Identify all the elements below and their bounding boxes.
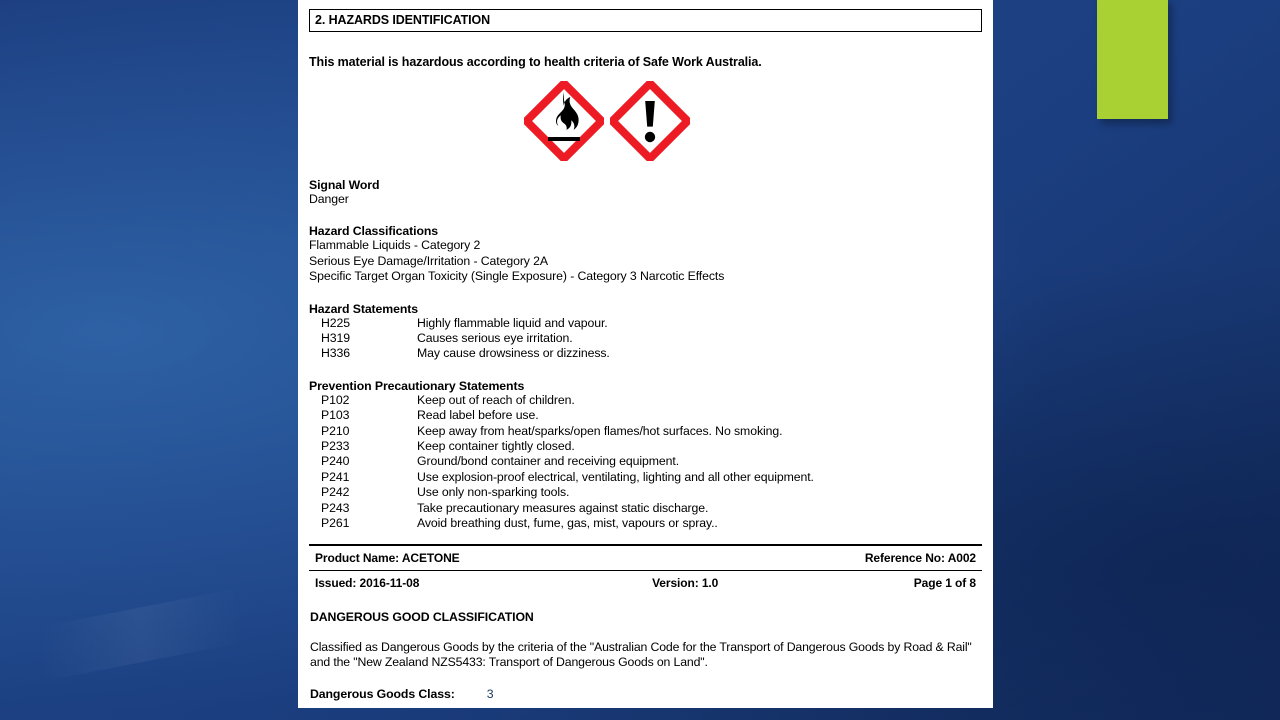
hazard-classification-item: Serious Eye Damage/Irritation - Category 2A xyxy=(309,253,549,268)
dangerous-goods-section xyxy=(309,610,982,702)
prevention-statement-row xyxy=(309,408,982,423)
footer-version: Version: 1.0 xyxy=(652,575,719,590)
prevention-statement-text: Avoid breathing dust, fume, gas, mist, vapours or spray.. xyxy=(417,516,718,531)
prevention-statement-code: P242 xyxy=(321,485,350,500)
prevention-statement-text: Read label before use. xyxy=(417,408,539,423)
prevention-statement-text: Use only non-sparking tools. xyxy=(417,485,570,500)
prevention-statement-code: P243 xyxy=(321,500,350,515)
prevention-statement-row xyxy=(309,424,982,439)
prevention-statement-code: P233 xyxy=(321,439,350,454)
prevention-statement-code: P241 xyxy=(321,469,350,484)
prevention-statement-row xyxy=(309,485,982,500)
prevention-statement-code: P103 xyxy=(321,408,350,423)
hazard-statement-text: Highly flammable liquid and vapour. xyxy=(417,315,608,330)
prevention-statement-code: P240 xyxy=(321,454,350,469)
prevention-statement-code: P210 xyxy=(321,423,350,438)
background-light-streak xyxy=(37,589,244,680)
prevention-statement-code: P102 xyxy=(321,392,350,407)
hazard-statements-block xyxy=(309,302,982,362)
hazard-statement-code: H319 xyxy=(321,331,350,346)
prevention-statement-text: Keep away from heat/sparks/open flames/hot surfaces. No smoking. xyxy=(417,423,783,438)
prevention-statements-title: Prevention Precautionary Statements xyxy=(309,378,525,393)
hazard-statement-row xyxy=(309,316,982,331)
prevention-statement-code: P261 xyxy=(321,516,350,531)
prevention-statement-row xyxy=(309,393,982,408)
prevention-statement-row xyxy=(309,454,982,469)
hazard-statement-code: H225 xyxy=(321,315,350,330)
sds-document-page xyxy=(298,0,993,708)
prevention-statement-text: Use explosion-proof electrical, ventilating, lighting and all other equipment. xyxy=(417,469,814,484)
prevention-statements-block xyxy=(309,379,982,532)
hazard-classification-item: Specific Target Organ Toxicity (Single Exposure) - Category 3 Narcotic Effects xyxy=(309,269,725,284)
ghs-flame-pictogram xyxy=(524,81,604,161)
footer-reference-no: Reference No: A002 xyxy=(864,550,976,565)
document-footer xyxy=(309,544,982,594)
dangerous-goods-class-value: 3 xyxy=(486,687,494,702)
hazard-intro-statement: This material is hazardous according to health criteria of Safe Work Australia. xyxy=(309,55,762,69)
prevention-statement-row xyxy=(309,470,982,485)
footer-product-name: Product Name: ACETONE xyxy=(315,550,460,565)
prevention-statement-row xyxy=(309,439,982,454)
prevention-statement-text: Keep container tightly closed. xyxy=(417,439,575,454)
prevention-statement-text: Ground/bond container and receiving equipment. xyxy=(417,454,680,469)
prevention-statement-row xyxy=(309,516,982,531)
ghs-pictogram-row xyxy=(309,81,982,161)
footer-row-meta xyxy=(309,570,982,594)
hazard-statement-text: May cause drowsiness or dizziness. xyxy=(417,346,610,361)
footer-issued-date: Issued: 2016-11-08 xyxy=(315,575,420,590)
hazard-statements-title: Hazard Statements xyxy=(309,301,419,316)
signal-word-block xyxy=(309,178,982,207)
dangerous-goods-title: DANGEROUS GOOD CLASSIFICATION xyxy=(310,609,534,624)
prevention-statement-text: Keep out of reach of children. xyxy=(417,392,575,407)
footer-page-number: Page 1 of 8 xyxy=(913,575,976,590)
dangerous-goods-body: Classified as Dangerous Goods by the criteria of the "Australian Code for the Transport of Dangerous Goods by Road & Rail" and the "New Zealand NZS5433: Transport of Dangerous Goods on Land". xyxy=(310,639,972,669)
section-header-hazards-identification: 2. HAZARDS IDENTIFICATION xyxy=(309,9,982,32)
hazard-statement-row xyxy=(309,331,982,346)
ghs-exclamation-pictogram xyxy=(610,81,690,161)
hazard-statement-code: H336 xyxy=(321,346,350,361)
dangerous-goods-class-label: Dangerous Goods Class: xyxy=(310,687,455,702)
footer-row-product xyxy=(309,551,982,569)
prevention-statement-text: Take precautionary measures against static discharge. xyxy=(417,500,709,515)
hazard-statement-text: Causes serious eye irritation. xyxy=(417,331,573,346)
hazard-statement-row xyxy=(309,346,982,361)
prevention-statement-row xyxy=(309,501,982,516)
hazard-classification-item: Flammable Liquids - Category 2 xyxy=(309,238,481,253)
hazard-classifications-block xyxy=(309,224,982,284)
hazard-classifications-title: Hazard Classifications xyxy=(309,224,439,239)
signal-word-value: Danger xyxy=(309,192,349,206)
dangerous-goods-class-row xyxy=(310,687,981,701)
signal-word-title: Signal Word xyxy=(309,178,380,192)
background-green-accent-block xyxy=(1097,0,1168,119)
